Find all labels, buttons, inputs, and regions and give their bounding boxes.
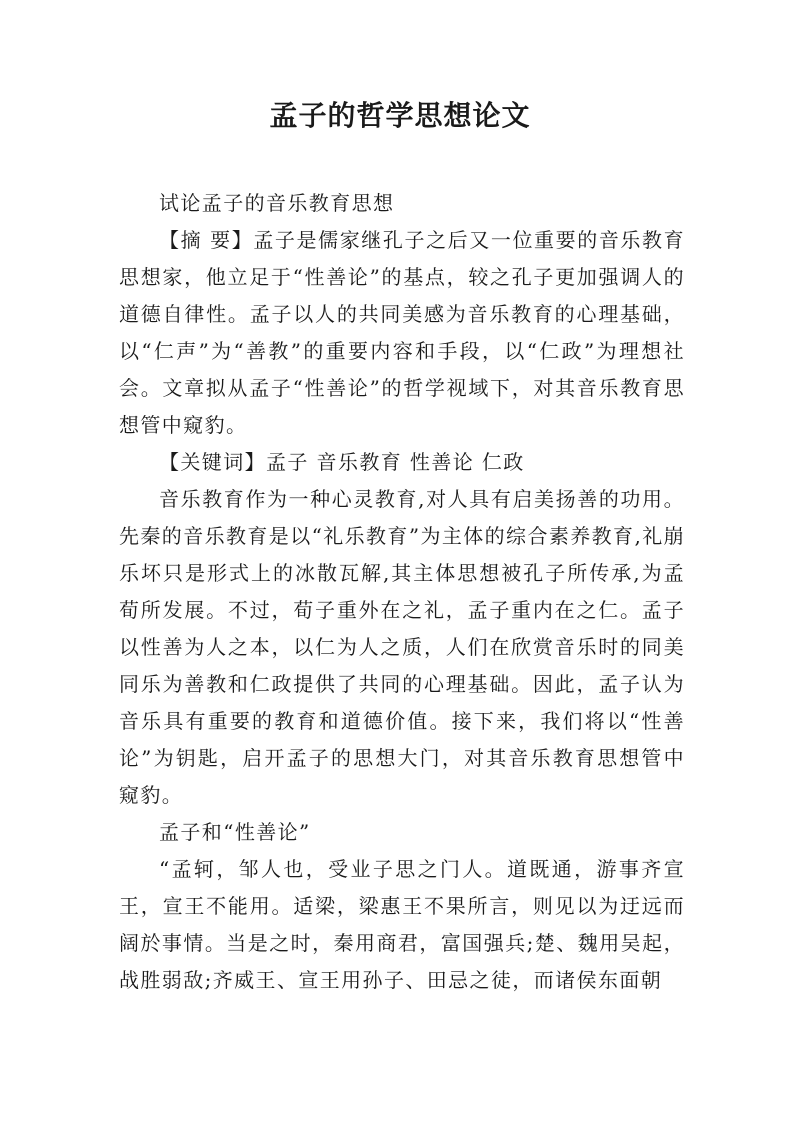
paragraph-quote: “孟轲，邹人也，受业子思之门人。道既通，游事齐宣王，宣王不能用。适梁，梁惠王不果所言，则见以为迂远而阔於事情。当是之时，秦用商君，富国强兵;楚、魏用吴起，战胜弱敌;齐威王、宣王用孙子、田忌之徒，而诸侯东面朝 (119, 857, 685, 992)
paragraph-keywords: 【关键词】孟子 音乐教育 性善论 仁政 (159, 450, 525, 474)
document-title: 孟子的哲学思想论文 (269, 99, 531, 132)
paragraph-abstract: 【摘 要】孟子是儒家继孔子之后又一位重要的音乐教育思想家，他立足于“性善论”的基点，较之孔子更加强调人的道德自律性。孟子以人的共同美感为音乐教育的心理基础，以“仁声”为“善教”的重要内容和手段，以“仁政”为理想社会。文章拟从孟子“性善论”的哲学视域下，对其音乐教育思想管中窥豹。 (119, 228, 685, 437)
document-body (119, 185, 685, 999)
section-heading: 孟子和“性善论” (159, 820, 311, 844)
paragraph-subtitle: 试论孟子的音乐教育思想 (159, 191, 395, 215)
paragraph-intro: 音乐教育作为一种心灵教育,对人具有启美扬善的功用。先秦的音乐教育是以“礼乐教育”为主体的综合素养教育,礼崩乐坏只是形式上的冰散瓦解,其主体思想被孔子所传承,为孟荀所发展。不过，荀子重外在之礼，孟子重内在之仁。孟子以性善为人之本，以仁为人之质，人们在欣赏音乐时的同美同乐为善教和仁政提供了共同的心理基础。因此，孟子认为音乐具有重要的教育和道德价值。接下来，我们将以“性善论”为钥匙，启开孟子的思想大门，对其音乐教育思想管中窥豹。 (119, 487, 686, 807)
